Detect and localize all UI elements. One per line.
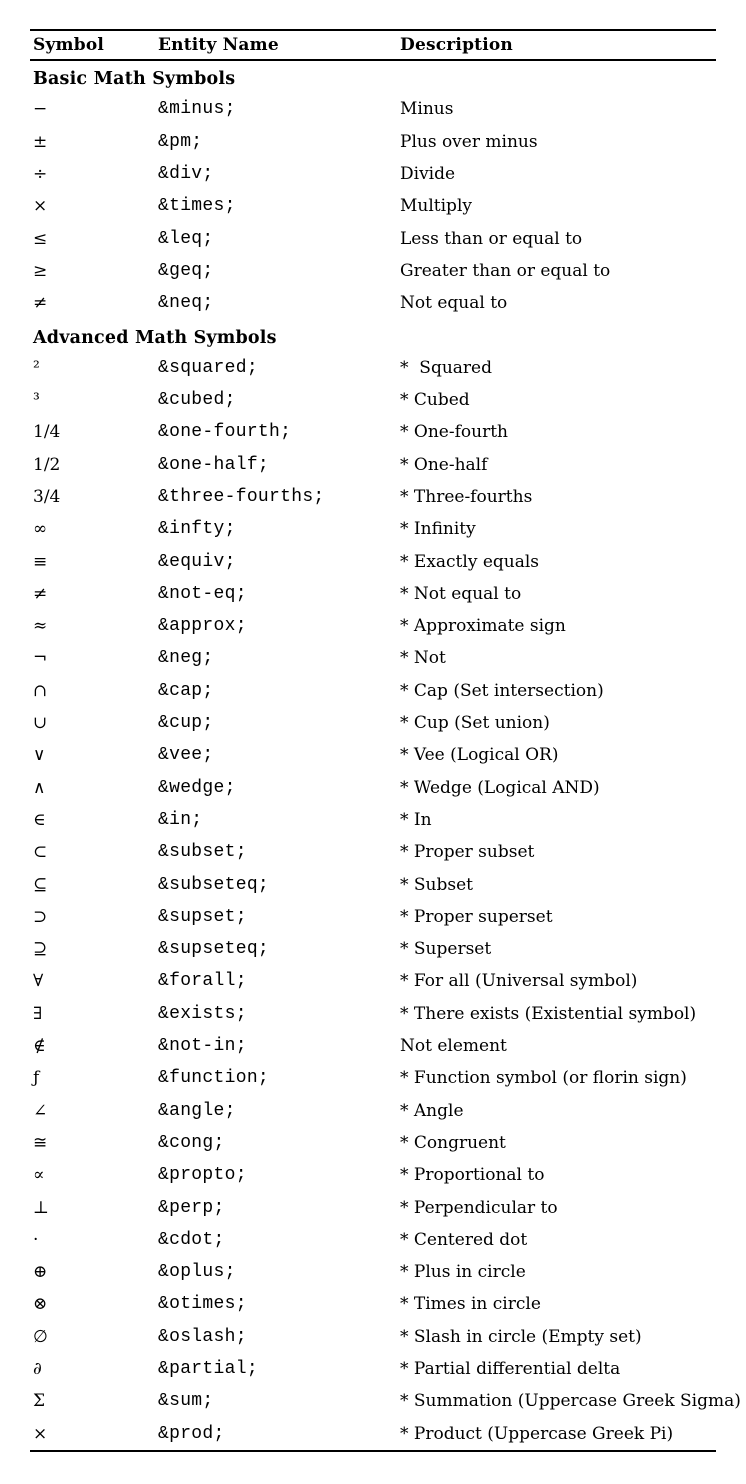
entity-name-cell: &supset; (158, 906, 247, 927)
description-cell: Not equal to (400, 293, 508, 314)
symbol-cell: ≤ (33, 228, 48, 249)
symbol-cell: ƒ (33, 1068, 40, 1089)
symbol-cell: 3/4 (33, 487, 61, 507)
entity-name-cell: &oplus; (158, 1262, 236, 1283)
table-row (30, 222, 716, 254)
table-row (30, 1288, 716, 1320)
table-row (30, 998, 716, 1030)
entity-name-cell: &not-eq; (158, 583, 247, 604)
description-cell: * Centered dot (400, 1229, 528, 1250)
table-row (30, 1321, 716, 1353)
symbol-cell: ∞ (33, 519, 48, 540)
symbol-cell: − (33, 99, 48, 120)
table-row (30, 449, 716, 481)
description-cell: * Congruent (400, 1132, 506, 1153)
table-row (30, 901, 716, 933)
section-header: Advanced Math Symbols (33, 327, 277, 348)
entity-name-cell: &one-half; (158, 454, 270, 475)
symbol-cell: ≠ (33, 583, 48, 604)
entity-name-cell: &approx; (158, 616, 247, 637)
description-cell: * Subset (400, 874, 473, 895)
table-row (30, 384, 716, 416)
table-row (30, 965, 716, 997)
entity-name-cell: &leq; (158, 228, 214, 249)
description-cell: * Cubed (400, 390, 470, 411)
description-cell: * Approximate sign (400, 616, 566, 637)
table-row (30, 513, 716, 545)
symbol-cell: ∧ (33, 777, 46, 798)
entity-name-cell: &three-fourths; (158, 487, 325, 507)
symbol-cell: ¬ (33, 648, 48, 669)
description-cell: * Infinity (400, 519, 476, 540)
description-cell: Not element (400, 1036, 507, 1057)
symbol-cell: ≅ (33, 1132, 48, 1153)
table-row (30, 1127, 716, 1159)
table-row (30, 1256, 716, 1288)
table-row (30, 416, 716, 448)
table-row (30, 1417, 716, 1449)
description-cell: Minus (400, 99, 454, 120)
table-row (30, 93, 716, 125)
entity-name-cell: &cong; (158, 1132, 225, 1153)
description-cell: * Cap (Set intersection) (400, 680, 604, 701)
table-row (30, 545, 716, 577)
symbol-cell: ∃ (33, 1003, 43, 1024)
description-cell: * Exactly equals (400, 551, 540, 572)
entity-name-cell: &propto; (158, 1165, 247, 1186)
description-cell: * Superset (400, 939, 492, 960)
symbol-entity-table (30, 29, 741, 1452)
symbol-cell: ⊕ (33, 1262, 48, 1283)
description-cell: * Squared (400, 357, 492, 378)
description-cell: Less than or equal to (400, 228, 583, 249)
table-row (30, 836, 716, 868)
table-bottom-rule (30, 1450, 716, 1452)
description-cell: * Cup (Set union) (400, 713, 550, 734)
symbol-cell: ∈ (33, 809, 46, 830)
table-row (30, 642, 716, 674)
symbol-cell: ÷ (33, 164, 48, 185)
description-cell: * Perpendicular to (400, 1197, 558, 1218)
entity-name-cell: &times; (158, 196, 236, 217)
symbol-cell: × (33, 1423, 48, 1444)
entity-name-cell: &prod; (158, 1423, 225, 1444)
description-cell: * Proper superset (400, 906, 553, 927)
entity-name-cell: &angle; (158, 1100, 236, 1121)
table-row (30, 1385, 741, 1417)
description-cell: Multiply (400, 196, 472, 217)
entity-name-cell: &geq; (158, 260, 214, 281)
symbol-cell: ≥ (33, 260, 48, 281)
description-cell: Plus over minus (400, 131, 538, 152)
entity-name-cell: &one-fourth; (158, 422, 292, 443)
table-row (30, 739, 716, 771)
entity-name-cell: &vee; (158, 745, 214, 766)
symbol-cell: ² (33, 357, 40, 378)
description-cell: * Product (Uppercase Greek Pi) (400, 1423, 674, 1444)
description-cell: * In (400, 809, 432, 830)
table-row (30, 610, 716, 642)
entity-name-cell: &partial; (158, 1359, 258, 1380)
table-row (30, 1191, 716, 1223)
symbol-cell: ⊃ (33, 906, 48, 927)
symbol-cell: · (33, 1229, 39, 1250)
symbol-cell: ≈ (33, 616, 48, 637)
symbol-cell: ⊇ (33, 939, 48, 960)
table-row (30, 255, 716, 287)
symbol-cell: ∨ (33, 745, 46, 766)
entity-name-cell: &cap; (158, 680, 214, 701)
description-cell: * Proper subset (400, 842, 535, 863)
entity-name-cell: &squared; (158, 357, 258, 378)
entity-name-cell: &subseteq; (158, 874, 270, 895)
description-cell: * Not equal to (400, 583, 522, 604)
symbol-cell: ∅ (33, 1326, 48, 1347)
symbol-cell: ± (33, 131, 48, 152)
description-cell: * Slash in circle (Empty set) (400, 1326, 642, 1347)
column-header-description: Description (400, 35, 513, 55)
table-row (30, 481, 716, 513)
symbol-cell: ∝ (33, 1165, 45, 1186)
entity-name-cell: &minus; (158, 99, 236, 120)
table-row (30, 126, 716, 158)
symbol-cell: 1/2 (33, 454, 61, 475)
entity-name-cell: &cup; (158, 713, 214, 734)
table-row (30, 1159, 716, 1191)
description-cell: * Vee (Logical OR) (400, 745, 559, 766)
table-row (30, 675, 716, 707)
symbol-cell: ∉ (33, 1036, 46, 1057)
description-cell: * Plus in circle (400, 1262, 526, 1283)
table-row (30, 158, 716, 190)
table-row (30, 1353, 716, 1385)
table-row (30, 190, 716, 222)
entity-name-cell: &subset; (158, 842, 247, 863)
description-cell: Greater than or equal to (400, 260, 611, 281)
description-cell: * For all (Universal symbol) (400, 971, 638, 992)
description-cell: * Angle (400, 1100, 464, 1121)
entity-name-cell: &function; (158, 1068, 270, 1089)
entity-name-cell: &exists; (158, 1003, 247, 1024)
symbol-cell: ∩ (33, 680, 48, 701)
entity-name-cell: &in; (158, 809, 203, 830)
description-cell: * Summation (Uppercase Greek Sigma) (400, 1391, 741, 1412)
description-cell: Divide (400, 164, 456, 185)
symbol-cell: ³ (33, 390, 40, 411)
symbol-cell: ⊗ (33, 1294, 48, 1315)
table-row (30, 1062, 716, 1094)
description-cell: * Not (400, 648, 446, 669)
entity-name-cell: &neq; (158, 293, 214, 314)
table-row (30, 1224, 716, 1256)
symbol-cell: ∂ (33, 1359, 42, 1380)
symbol-cell: ∪ (33, 713, 48, 734)
table-row (30, 772, 716, 804)
symbol-cell: ⊆ (33, 874, 48, 895)
entity-name-cell: &cubed; (158, 390, 236, 411)
entity-name-cell: &div; (158, 164, 214, 185)
table-row (30, 868, 716, 900)
symbol-cell: 1/4 (33, 422, 61, 443)
symbol-cell: × (33, 196, 48, 217)
symbol-cell: ∠ (33, 1100, 48, 1121)
entity-name-cell: &equiv; (158, 551, 236, 572)
table-row (30, 804, 716, 836)
table-row (30, 1030, 716, 1062)
table-row (30, 578, 716, 610)
table-body (30, 61, 741, 1450)
symbol-cell: ⊂ (33, 842, 48, 863)
entity-name-cell: &infty; (158, 519, 236, 540)
table-row (30, 352, 716, 384)
symbol-cell: ≡ (33, 551, 48, 572)
description-cell: * Partial differential delta (400, 1359, 621, 1380)
table-row (30, 707, 716, 739)
description-cell: * One-half (400, 454, 488, 475)
column-header-symbol: Symbol (33, 35, 105, 55)
entity-name-cell: &sum; (158, 1391, 214, 1412)
entity-name-cell: &wedge; (158, 777, 236, 798)
table-row (30, 287, 716, 319)
description-cell: * Function symbol (or florin sign) (400, 1068, 687, 1089)
symbol-cell: ⊥ (33, 1197, 49, 1218)
description-cell: * Wedge (Logical AND) (400, 777, 600, 798)
description-cell: * Times in circle (400, 1294, 541, 1315)
entity-name-cell: &cdot; (158, 1229, 225, 1250)
symbol-cell: ∀ (33, 971, 44, 992)
table-header-row (30, 31, 716, 59)
description-cell: * There exists (Existential symbol) (400, 1003, 697, 1024)
section-header: Basic Math Symbols (33, 69, 236, 90)
entity-name-cell: &pm; (158, 131, 203, 152)
entity-name-cell: &forall; (158, 971, 247, 992)
entity-name-cell: &supseteq; (158, 939, 270, 960)
entity-name-cell: &oslash; (158, 1326, 247, 1347)
entity-name-cell: &perp; (158, 1197, 225, 1218)
description-cell: * One-fourth (400, 422, 508, 443)
column-header-entity-name: Entity Name (158, 35, 279, 55)
entity-name-cell: &neg; (158, 648, 214, 669)
entity-name-cell: &otimes; (158, 1294, 247, 1315)
table-row (30, 1095, 716, 1127)
entity-name-cell: &not-in; (158, 1036, 247, 1057)
description-cell: * Three-fourths (400, 487, 533, 507)
description-cell: * Proportional to (400, 1165, 545, 1186)
table-row (30, 933, 716, 965)
symbol-cell: ≠ (33, 293, 48, 314)
symbol-cell: Σ (33, 1391, 46, 1412)
